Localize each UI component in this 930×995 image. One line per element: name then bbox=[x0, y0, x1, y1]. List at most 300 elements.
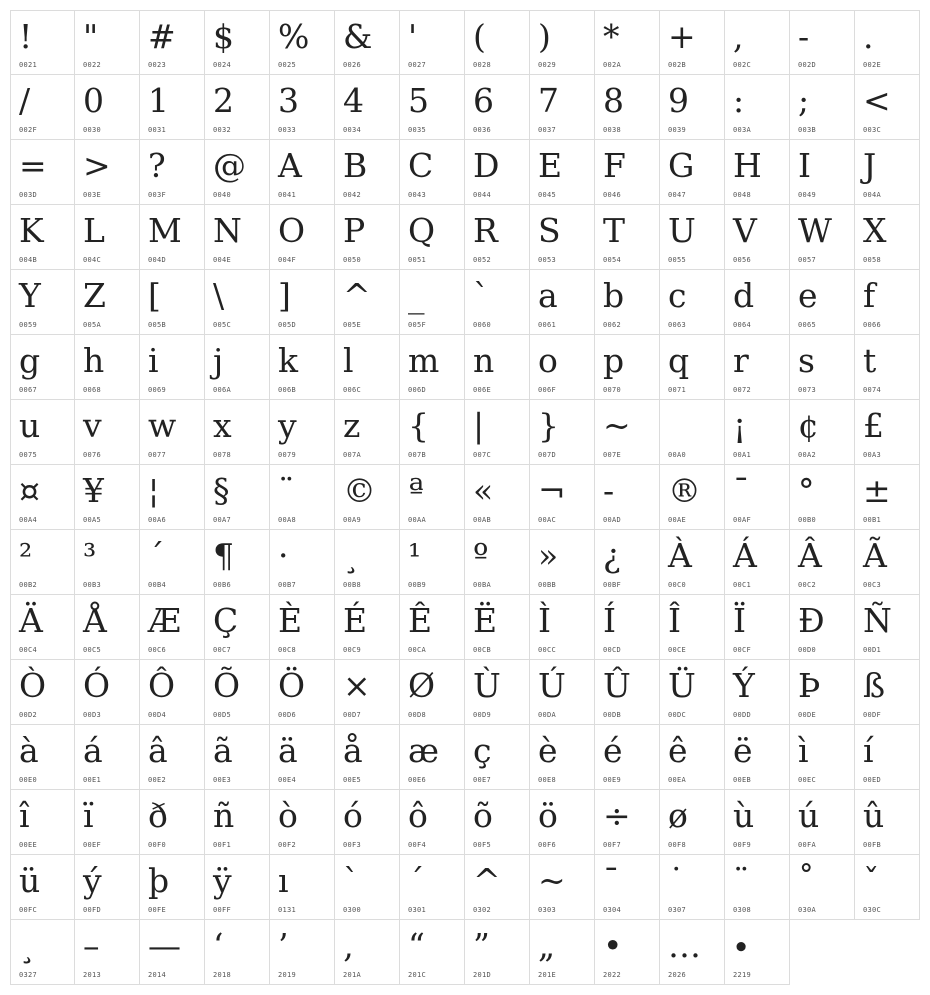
glyph-cell bbox=[595, 400, 660, 465]
glyph-cell bbox=[465, 465, 530, 530]
glyph-cell bbox=[595, 10, 660, 75]
glyph-code: 00FF bbox=[213, 906, 232, 914]
glyph-char: « bbox=[473, 471, 494, 510]
glyph-cell bbox=[530, 595, 595, 660]
glyph-cell bbox=[660, 400, 725, 465]
glyph-code: 00AB bbox=[473, 516, 492, 524]
glyph-cell bbox=[465, 335, 530, 400]
glyph-code: 003A bbox=[733, 126, 752, 134]
glyph-cell bbox=[725, 465, 790, 530]
glyph-cell bbox=[725, 270, 790, 335]
glyph-char: Ø bbox=[408, 666, 436, 705]
glyph-code: 00FB bbox=[863, 841, 882, 849]
glyph-char: u bbox=[19, 406, 41, 445]
glyph-cell bbox=[205, 920, 270, 985]
glyph-char: d bbox=[733, 276, 755, 315]
glyph-cell bbox=[270, 660, 335, 725]
glyph-code: 0058 bbox=[863, 256, 882, 264]
glyph-code: 004B bbox=[19, 256, 38, 264]
glyph-code: 004A bbox=[863, 191, 882, 199]
glyph-code: 00B1 bbox=[863, 516, 882, 524]
glyph-code: 00CD bbox=[603, 646, 622, 654]
glyph-cell bbox=[75, 335, 140, 400]
glyph-char: , bbox=[733, 17, 744, 56]
glyph-char: A bbox=[278, 146, 302, 185]
glyph-code: 004F bbox=[278, 256, 297, 264]
glyph-code: 030A bbox=[798, 906, 817, 914]
glyph-char: # bbox=[148, 17, 176, 56]
glyph-code: 00A2 bbox=[798, 451, 817, 459]
glyph-char: á bbox=[83, 731, 103, 770]
glyph-char: c bbox=[668, 276, 687, 315]
glyph-cell bbox=[270, 335, 335, 400]
glyph-char: k bbox=[278, 341, 298, 380]
glyph-char: ) bbox=[538, 17, 551, 56]
glyph-cell bbox=[400, 595, 465, 660]
glyph-cell bbox=[205, 790, 270, 855]
glyph-char: ÷ bbox=[603, 796, 631, 835]
glyph-char: W bbox=[798, 211, 832, 250]
glyph-code: 0026 bbox=[343, 61, 362, 69]
glyph-code: 0065 bbox=[798, 321, 817, 329]
glyph-char: À bbox=[668, 536, 692, 575]
glyph-code: 0041 bbox=[278, 191, 297, 199]
glyph-char: º bbox=[473, 536, 489, 575]
glyph-char: ö bbox=[538, 796, 558, 835]
glyph-char: Ë bbox=[473, 601, 498, 640]
glyph-code: 00C5 bbox=[83, 646, 102, 654]
glyph-cell bbox=[205, 725, 270, 790]
glyph-char: ê bbox=[668, 731, 688, 770]
glyph-char: \ bbox=[213, 276, 225, 315]
glyph-char: + bbox=[668, 17, 696, 56]
glyph-cell bbox=[465, 270, 530, 335]
glyph-code: 00E2 bbox=[148, 776, 167, 784]
glyph-code: 0050 bbox=[343, 256, 362, 264]
glyph-code: 0066 bbox=[863, 321, 882, 329]
glyph-code: 00EB bbox=[733, 776, 752, 784]
glyph-code: 00AD bbox=[603, 516, 622, 524]
glyph-cell bbox=[400, 920, 465, 985]
glyph-cell bbox=[595, 725, 660, 790]
glyph-code: 00F4 bbox=[408, 841, 427, 849]
glyph-code: 00D6 bbox=[278, 711, 297, 719]
glyph-code: 00FA bbox=[798, 841, 817, 849]
glyph-code: 002F bbox=[19, 126, 38, 134]
glyph-cell bbox=[335, 75, 400, 140]
glyph-code: 006D bbox=[408, 386, 427, 394]
glyph-char: Î bbox=[668, 601, 682, 640]
glyph-code: 00BA bbox=[473, 581, 492, 589]
glyph-cell bbox=[335, 725, 400, 790]
glyph-code: 00C8 bbox=[278, 646, 297, 654]
glyph-char: ∙ bbox=[733, 926, 750, 965]
glyph-code: 0037 bbox=[538, 126, 557, 134]
glyph-code: 0304 bbox=[603, 906, 622, 914]
glyph-cell bbox=[75, 855, 140, 920]
glyph-code: 0077 bbox=[148, 451, 167, 459]
glyph-char: r bbox=[733, 341, 749, 380]
glyph-char: Ú bbox=[538, 666, 566, 705]
glyph-cell bbox=[465, 725, 530, 790]
glyph-char: ” bbox=[473, 926, 490, 965]
glyph-code: 002E bbox=[863, 61, 882, 69]
glyph-cell bbox=[725, 660, 790, 725]
glyph-code: 2014 bbox=[148, 971, 167, 979]
glyph-code: 0327 bbox=[19, 971, 38, 979]
glyph-code: 00C4 bbox=[19, 646, 38, 654]
glyph-code: 00F3 bbox=[343, 841, 362, 849]
glyph-char: { bbox=[408, 406, 429, 445]
glyph-cell bbox=[205, 855, 270, 920]
glyph-cell bbox=[75, 660, 140, 725]
glyph-cell bbox=[10, 205, 75, 270]
glyph-cell bbox=[270, 400, 335, 465]
glyph-code: 0051 bbox=[408, 256, 427, 264]
glyph-cell bbox=[75, 530, 140, 595]
glyph-char: ¶ bbox=[213, 536, 234, 575]
glyph-cell bbox=[855, 595, 920, 660]
glyph-cell bbox=[530, 660, 595, 725]
glyph-cell bbox=[530, 855, 595, 920]
glyph-char: ß bbox=[863, 666, 886, 705]
glyph-code: 00BB bbox=[538, 581, 557, 589]
glyph-code: 0301 bbox=[408, 906, 427, 914]
glyph-char: ´ bbox=[148, 536, 165, 575]
glyph-char: < bbox=[863, 81, 891, 120]
glyph-cell bbox=[140, 140, 205, 205]
glyph-char: L bbox=[83, 211, 105, 250]
glyph-cell bbox=[335, 790, 400, 855]
glyph-code: 2022 bbox=[603, 971, 622, 979]
glyph-char: ° bbox=[798, 471, 815, 510]
glyph-code: 00A9 bbox=[343, 516, 362, 524]
glyph-cell bbox=[335, 855, 400, 920]
glyph-code: 00A0 bbox=[668, 451, 687, 459]
glyph-code: 0300 bbox=[343, 906, 362, 914]
glyph-char: X bbox=[863, 211, 887, 250]
glyph-cell bbox=[140, 400, 205, 465]
glyph-code: 00B7 bbox=[278, 581, 297, 589]
glyph-char: Ì bbox=[538, 601, 552, 640]
glyph-cell bbox=[725, 10, 790, 75]
glyph-cell bbox=[530, 10, 595, 75]
glyph-char: 7 bbox=[538, 81, 559, 120]
glyph-code: 00D7 bbox=[343, 711, 362, 719]
glyph-char: 9 bbox=[668, 81, 689, 120]
glyph-code: 00E8 bbox=[538, 776, 557, 784]
glyph-cell bbox=[790, 790, 855, 855]
glyph-char: æ bbox=[408, 731, 440, 770]
glyph-char: ± bbox=[863, 471, 891, 510]
glyph-char: P bbox=[343, 211, 366, 250]
glyph-cell bbox=[855, 660, 920, 725]
glyph-code: 00F6 bbox=[538, 841, 557, 849]
glyph-code: 201E bbox=[538, 971, 557, 979]
glyph-cell bbox=[465, 10, 530, 75]
glyph-cell bbox=[10, 335, 75, 400]
glyph-cell bbox=[660, 530, 725, 595]
glyph-char: Þ bbox=[798, 666, 821, 705]
glyph-cell bbox=[10, 400, 75, 465]
glyph-code: 007C bbox=[473, 451, 492, 459]
glyph-code: 003E bbox=[83, 191, 102, 199]
glyph-cell bbox=[530, 270, 595, 335]
glyph-cell bbox=[660, 725, 725, 790]
glyph-code: 003D bbox=[19, 191, 38, 199]
glyph-char: = bbox=[19, 146, 47, 185]
glyph-char: Ï bbox=[733, 601, 747, 640]
glyph-code: 00C1 bbox=[733, 581, 752, 589]
glyph-cell bbox=[10, 725, 75, 790]
glyph-code: 0078 bbox=[213, 451, 232, 459]
glyph-cell bbox=[660, 465, 725, 530]
glyph-char: ` bbox=[343, 861, 360, 900]
glyph-code: 00A6 bbox=[148, 516, 167, 524]
glyph-char: ¡ bbox=[733, 406, 747, 445]
glyph-cell bbox=[75, 400, 140, 465]
glyph-code: 00DC bbox=[668, 711, 687, 719]
glyph-cell bbox=[140, 920, 205, 985]
glyph-code: 00AC bbox=[538, 516, 557, 524]
glyph-code: 0054 bbox=[603, 256, 622, 264]
glyph-code: 00E7 bbox=[473, 776, 492, 784]
glyph-char: ˚ bbox=[798, 861, 815, 900]
glyph-cell bbox=[465, 790, 530, 855]
glyph-char: · bbox=[278, 536, 289, 575]
glyph-char: ‘ bbox=[213, 926, 224, 965]
glyph-code: 0075 bbox=[19, 451, 38, 459]
glyph-code: 00F7 bbox=[603, 841, 622, 849]
glyph-code: 007A bbox=[343, 451, 362, 459]
glyph-cell bbox=[75, 465, 140, 530]
glyph-code: 2013 bbox=[83, 971, 102, 979]
glyph-cell bbox=[725, 530, 790, 595]
glyph-cell bbox=[10, 790, 75, 855]
glyph-code: 00B9 bbox=[408, 581, 427, 589]
glyph-char: & bbox=[343, 17, 373, 56]
glyph-code: 0038 bbox=[603, 126, 622, 134]
glyph-char: ` bbox=[473, 276, 490, 315]
glyph-cell bbox=[140, 530, 205, 595]
glyph-char: ¨ bbox=[733, 861, 750, 900]
glyph-char: £ bbox=[863, 406, 884, 445]
glyph-cell bbox=[335, 10, 400, 75]
glyph-cell bbox=[335, 660, 400, 725]
glyph-char: ¤ bbox=[19, 471, 40, 510]
glyph-code: 0060 bbox=[473, 321, 492, 329]
glyph-code: 0040 bbox=[213, 191, 232, 199]
glyph-cell bbox=[660, 660, 725, 725]
glyph-char: B bbox=[343, 146, 368, 185]
glyph-cell bbox=[205, 205, 270, 270]
glyph-cell bbox=[855, 530, 920, 595]
glyph-cell bbox=[855, 725, 920, 790]
glyph-char: é bbox=[603, 731, 623, 770]
glyph-cell bbox=[465, 920, 530, 985]
glyph-char: È bbox=[278, 601, 303, 640]
glyph-cell bbox=[400, 335, 465, 400]
glyph-cell bbox=[270, 270, 335, 335]
glyph-code: 00E1 bbox=[83, 776, 102, 784]
glyph-cell bbox=[595, 855, 660, 920]
glyph-char: Ã bbox=[863, 536, 887, 575]
glyph-char: ³ bbox=[83, 536, 97, 575]
glyph-char: ª bbox=[408, 471, 424, 510]
glyph-code: 00D3 bbox=[83, 711, 102, 719]
glyph-code: 0049 bbox=[798, 191, 817, 199]
glyph-char: _ bbox=[408, 276, 425, 315]
glyph-code: 00C3 bbox=[863, 581, 882, 589]
glyph-cell bbox=[660, 205, 725, 270]
glyph-cell bbox=[400, 465, 465, 530]
glyph-code: 0021 bbox=[19, 61, 38, 69]
glyph-char: f bbox=[863, 276, 876, 315]
glyph-char: ñ bbox=[213, 796, 235, 835]
glyph-char: – bbox=[83, 926, 100, 965]
glyph-char: ¹ bbox=[408, 536, 422, 575]
glyph-code: 00D9 bbox=[473, 711, 492, 719]
glyph-cell bbox=[140, 660, 205, 725]
glyph-char: Æ bbox=[148, 601, 182, 640]
glyph-char: ÿ bbox=[213, 861, 232, 900]
glyph-cell bbox=[660, 595, 725, 660]
glyph-char: E bbox=[538, 146, 563, 185]
glyph-char: ú bbox=[798, 796, 820, 835]
glyph-cell bbox=[855, 855, 920, 920]
glyph-cell bbox=[400, 530, 465, 595]
glyph-cell bbox=[595, 205, 660, 270]
glyph-cell bbox=[75, 75, 140, 140]
glyph-cell bbox=[660, 75, 725, 140]
glyph-char: × bbox=[343, 666, 371, 705]
glyph-char: i bbox=[148, 341, 159, 380]
glyph-cell bbox=[140, 205, 205, 270]
glyph-cell bbox=[465, 140, 530, 205]
glyph-cell bbox=[530, 920, 595, 985]
glyph-cell bbox=[205, 140, 270, 205]
glyph-code: 00E6 bbox=[408, 776, 427, 784]
glyph-char: • bbox=[603, 926, 623, 965]
glyph-cell bbox=[725, 595, 790, 660]
glyph-code: 201A bbox=[343, 971, 362, 979]
glyph-cell bbox=[725, 140, 790, 205]
glyph-char: ô bbox=[408, 796, 428, 835]
glyph-cell bbox=[855, 205, 920, 270]
glyph-code: 2219 bbox=[733, 971, 752, 979]
glyph-code: 00DB bbox=[603, 711, 622, 719]
glyph-char: ì bbox=[798, 731, 809, 770]
glyph-char: © bbox=[343, 471, 376, 510]
glyph-char: ï bbox=[83, 796, 94, 835]
glyph-code: 00AE bbox=[668, 516, 687, 524]
glyph-cell bbox=[595, 790, 660, 855]
glyph-cell bbox=[595, 660, 660, 725]
glyph-code: 0047 bbox=[668, 191, 687, 199]
glyph-cell bbox=[790, 140, 855, 205]
glyph-cell bbox=[10, 855, 75, 920]
glyph-char: m bbox=[408, 341, 440, 380]
glyph-char: [ bbox=[148, 276, 161, 315]
glyph-cell bbox=[270, 465, 335, 530]
glyph-code: 00A7 bbox=[213, 516, 232, 524]
glyph-char: ˇ bbox=[863, 861, 880, 900]
glyph-char: Ö bbox=[278, 666, 306, 705]
glyph-code: 0302 bbox=[473, 906, 492, 914]
glyph-cell bbox=[335, 400, 400, 465]
glyph-code: 0064 bbox=[733, 321, 752, 329]
glyph-cell bbox=[660, 335, 725, 400]
glyph-code: 2026 bbox=[668, 971, 687, 979]
glyph-cell bbox=[660, 855, 725, 920]
glyph-cell bbox=[465, 400, 530, 465]
glyph-char: ( bbox=[473, 17, 486, 56]
glyph-cell bbox=[270, 595, 335, 660]
glyph-cell bbox=[790, 400, 855, 465]
glyph-code: 003C bbox=[863, 126, 882, 134]
glyph-char: h bbox=[83, 341, 105, 380]
glyph-cell bbox=[270, 10, 335, 75]
glyph-char: l bbox=[343, 341, 354, 380]
glyph-cell bbox=[10, 920, 75, 985]
glyph-cell bbox=[790, 335, 855, 400]
glyph-code: 0056 bbox=[733, 256, 752, 264]
glyph-code: 00B3 bbox=[83, 581, 102, 589]
glyph-cell bbox=[595, 595, 660, 660]
glyph-char: ' bbox=[408, 17, 418, 56]
glyph-cell bbox=[400, 855, 465, 920]
glyph-cell bbox=[400, 400, 465, 465]
glyph-code: 0079 bbox=[278, 451, 297, 459]
glyph-cell bbox=[10, 270, 75, 335]
glyph-code: 00B8 bbox=[343, 581, 362, 589]
glyph-char: ¨ bbox=[278, 471, 295, 510]
glyph-char: a bbox=[538, 276, 558, 315]
glyph-code: 0308 bbox=[733, 906, 752, 914]
glyph-cell bbox=[725, 205, 790, 270]
glyph-char: K bbox=[19, 211, 44, 250]
glyph-code: 00F8 bbox=[668, 841, 687, 849]
glyph-code: 0022 bbox=[83, 61, 102, 69]
glyph-char: / bbox=[19, 81, 31, 120]
glyph-char: @ bbox=[213, 146, 246, 185]
glyph-char: Ä bbox=[19, 601, 43, 640]
glyph-code: 0071 bbox=[668, 386, 687, 394]
glyph-code: 0303 bbox=[538, 906, 557, 914]
glyph-cell bbox=[530, 530, 595, 595]
glyph-char: à bbox=[19, 731, 39, 770]
glyph-code: 00B6 bbox=[213, 581, 232, 589]
glyph-char: … bbox=[668, 926, 701, 965]
glyph-cell bbox=[595, 335, 660, 400]
glyph-code: 00F9 bbox=[733, 841, 752, 849]
glyph-code: 0025 bbox=[278, 61, 297, 69]
glyph-char: û bbox=[863, 796, 885, 835]
glyph-code: 0030 bbox=[83, 126, 102, 134]
glyph-char: ð bbox=[148, 796, 168, 835]
glyph-char: V bbox=[733, 211, 757, 250]
glyph-char: - bbox=[603, 471, 615, 510]
glyph-cell bbox=[140, 790, 205, 855]
glyph-cell bbox=[595, 920, 660, 985]
glyph-cell bbox=[465, 205, 530, 270]
glyph-cell bbox=[855, 465, 920, 530]
glyph-char: â bbox=[148, 731, 168, 770]
glyph-char: ´ bbox=[408, 861, 425, 900]
glyph-code: 0023 bbox=[148, 61, 167, 69]
glyph-code: 0043 bbox=[408, 191, 427, 199]
glyph-cell bbox=[530, 400, 595, 465]
